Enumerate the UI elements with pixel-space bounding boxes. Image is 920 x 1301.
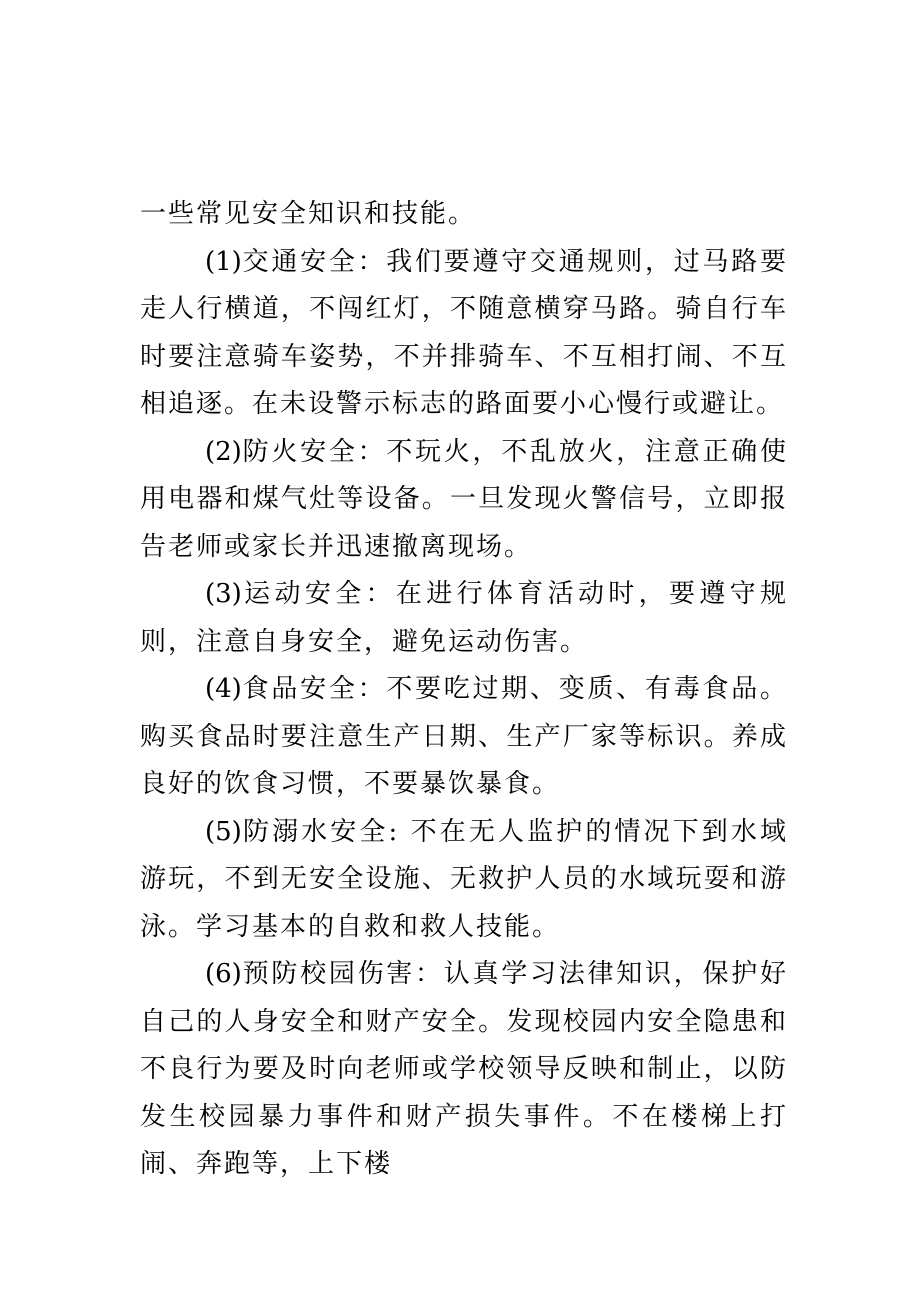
paragraph-number: (2) (205, 436, 242, 467)
paragraph-number: (1) (205, 246, 242, 277)
paragraph-text: 防溺水安全: 不在无人监护的情况下到水域游玩，不到无安全设施、无救护人员的水域玩耍和游泳。学习基本的自救和救人技能。 (140, 816, 788, 942)
paragraph-drowning-safety (140, 809, 788, 952)
paragraph-text: 预防校园伤害：认真学习法律知识，保护好自己的人身安全和财产安全。发现校园内安全隐患和不良行为要及时向老师或学校领导反映和制止，以防发生校园暴力事件和财产损失事件。不在楼梯上打闹、奔跑等，上下楼 (140, 959, 788, 1179)
paragraph-intro (140, 191, 788, 239)
paragraph-food-safety (140, 666, 788, 809)
paragraph-number: (5) (205, 816, 242, 847)
paragraph-number: (6) (205, 959, 242, 989)
document-body (140, 191, 788, 1189)
paragraph-sports-safety (140, 571, 788, 666)
paragraph-number: (4) (205, 674, 242, 704)
paragraph-number: (3) (205, 579, 242, 609)
paragraph-text: 运动安全：在进行体育活动时，要遵守规则，注意自身安全，避免运动伤害。 (140, 579, 788, 657)
paragraph-fire-safety (140, 429, 788, 572)
paragraph-traffic-safety (140, 239, 788, 429)
paragraph-text: 防火安全：不玩火，不乱放火，注意正确使用电器和煤气灶等设备。一旦发现火警信号，立即报告老师或家长并迅速撤离现场。 (140, 436, 788, 562)
paragraph-campus-safety (140, 951, 788, 1189)
paragraph-text: 食品安全：不要吃过期、变质、有毒食品。购买食品时要注意生产日期、生产厂家等标识。养成良好的饮食习惯，不要暴饮暴食。 (140, 674, 788, 799)
paragraph-text: 一些常见安全知识和技能。 (140, 199, 477, 229)
paragraph-text: 交通安全：我们要遵守交通规则，过马路要走人行横道，不闯红灯，不随意横穿马路。骑自行车时要注意骑车姿势，不并排骑车、不互相打闹、不互相追逐。在未设警示标志的路面要小心慢行或避让。 (140, 246, 788, 419)
